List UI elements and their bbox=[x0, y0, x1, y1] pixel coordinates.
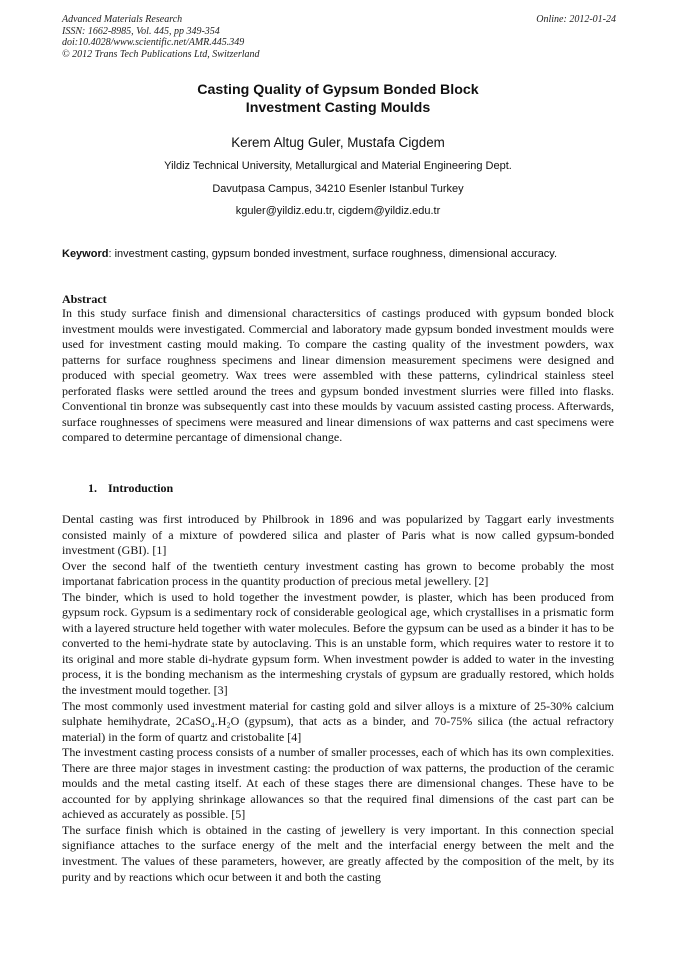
paper-authors: Kerem Altug Guler, Mustafa Cigdem bbox=[231, 135, 445, 150]
keywords bbox=[62, 247, 614, 261]
intro-paragraph: The surface finish which is obtained in the casting of jewellery is very important. In this connection special signifiance attaches to the surface energy of the melt and the interfacial energy between the melt and the investment. The values of these parameters, however, are greatly affected by the composition of the melt, by its purity and by reactions which ocur between it and both the casting bbox=[62, 822, 614, 884]
section-number: 1. bbox=[88, 481, 97, 495]
abstract-body bbox=[62, 306, 614, 446]
affiliation-address: Davutpasa Campus, 34210 Esenler Istanbul Turkey bbox=[212, 183, 464, 195]
intro-paragraph: The binder, which is used to hold together the investment powder, is plaster, which has been produced from gypsum rock. Gypsum is a sedimentary rock of considerable geological age, which crystallises in a prismatic form with a layered structure held together with water molecules. Before the gypsum can be used as a binder it has to be converted to the hemi-hydrate state by autoclaving. This is an unstable form, which requires water to restore it to its original and more stable di-hydrate gypsum form. When investment powder is added to water in the investing process, it is the bonding mechanism as the intermeshing crystals of gypsum are gradually restored, which holds the investment mould together. [3] bbox=[62, 589, 614, 698]
paper-title-line-1: Casting Quality of Gypsum Bonded Block bbox=[197, 82, 479, 98]
intro-paragraph: The investment casting process consists of a number of smaller processes, each of which has its own complexities. There are three major stages in investment casting: the production of wax patterns, the production of the ceramic moulds and the metal casting itself. At each of these stages there are dimensional changes. These have to be accounted for by applying shrinkage allowances so that the required final dimensions of the cast part can be achieved as accurately as possible. [5] bbox=[62, 745, 614, 822]
journal-issn: ISSN: 1662-8985, Vol. 445, pp 349-354 bbox=[62, 25, 220, 37]
abstract-paragraph: In this study surface finish and dimensional charactersitics of castings produced with gypsum bonded block investment moulds were investigated. Commercial and laboratory made gypsum bonded investment moulds were used for investment casting mould making. To compare the casting quality of the investment powders, wax patterns for surface roughness specimens and linear dimension measurement specimens were designed and produced with special geometry. Wax trees were assembled with these patterns, cylindrical stainless steel perforated flasks were settled around the trees and gypsum bonded investment slurries were filled into flasks. Conventional tin bronze was subsequently cast into these moulds by vacuum assisted casting process. Afterwards, surface roughnesses of specimens were measured and linear dimensions of wax patterns and cast specimens were compared to determine percantage of dimensional change. bbox=[62, 306, 614, 445]
journal-header bbox=[62, 14, 482, 60]
keywords-label: Keyword bbox=[62, 248, 109, 260]
online-date: Online: 2012-01-24 bbox=[536, 14, 616, 25]
intro-paragraph: Dental casting was first introduced by Philbrook in 1896 and was popularized by Taggart early investments consisted mainly of a mixture of powdered silica and plaster of Paris what is now called gypsum-bonded investment (GBI). [1] bbox=[62, 512, 614, 558]
affiliation-institution: Yildiz Technical University, Metallurgical and Material Engineering Dept. bbox=[164, 160, 512, 172]
journal-doi: doi:10.4028/www.scientific.net/AMR.445.349 bbox=[62, 37, 245, 49]
section-title: Introduction bbox=[108, 481, 174, 495]
intro-paragraph: The most commonly used investment material for casting gold and silver alloys is a mixture of 25-30% calcium sulphate hemihydrate, 2CaSO₄.H₂O (gypsum), that acts as a binder, and 70-75% silica (the actual refractory material) in the form of quartz and cristobalite [4] bbox=[62, 698, 614, 744]
keywords-text: : investment casting, gypsum bonded investment, surface roughness, dimensional accuracy. bbox=[108, 248, 558, 260]
section-heading-introduction bbox=[88, 481, 173, 495]
paper-title bbox=[62, 82, 614, 117]
abstract-heading: Abstract bbox=[62, 292, 107, 306]
journal-copyright: © 2012 Trans Tech Publications Ltd, Switzerland bbox=[62, 48, 260, 60]
paper-title-line-2: Investment Casting Moulds bbox=[245, 99, 431, 116]
intro-paragraph: Over the second half of the twentieth century investment casting has grown to become probably the most importanat fabrication process in the quantity production of precious metal jewellery. [2] bbox=[62, 558, 614, 589]
author-emails: kguler@yildiz.edu.tr, cigdem@yildiz.edu.tr bbox=[235, 205, 441, 217]
introduction-body bbox=[62, 512, 614, 885]
journal-name: Advanced Materials Research bbox=[62, 14, 183, 25]
